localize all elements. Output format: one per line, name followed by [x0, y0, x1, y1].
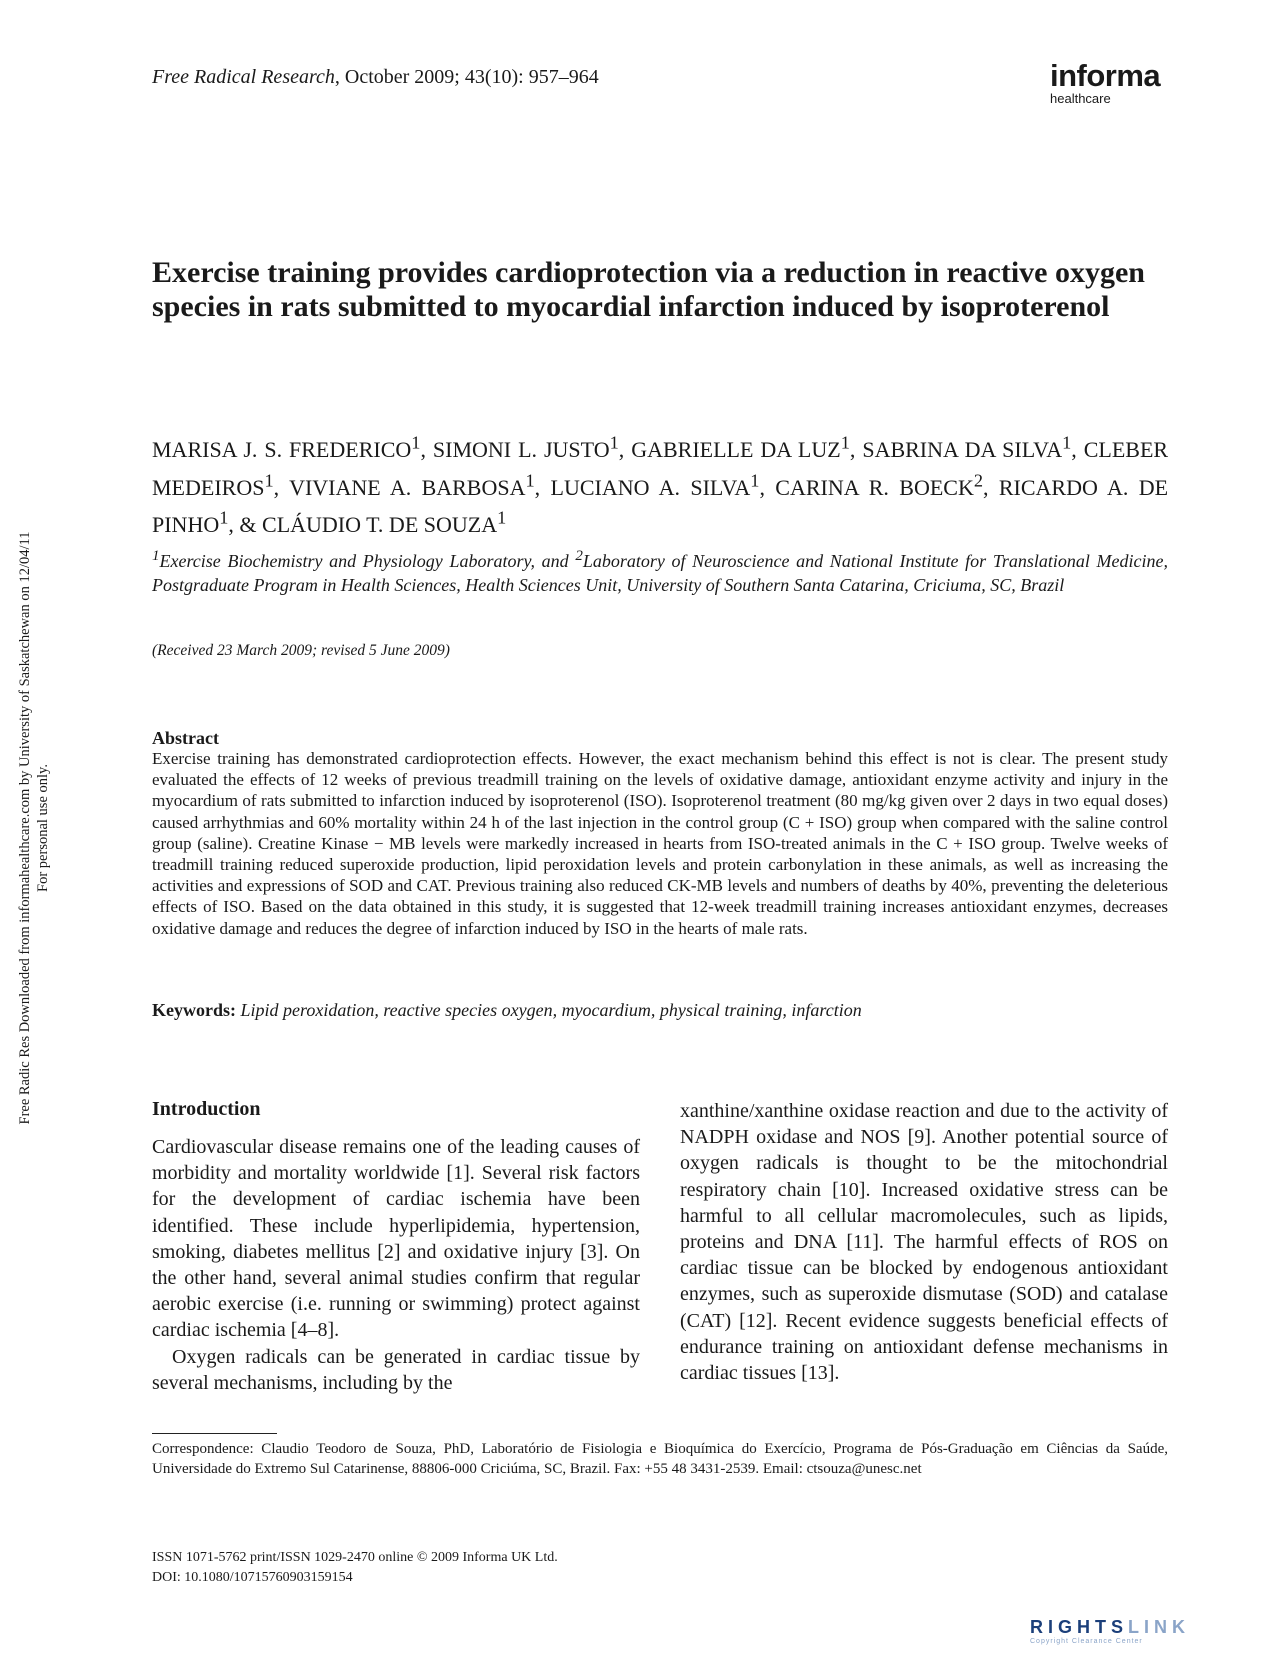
affiliations [152, 544, 1168, 597]
author-separator: , [849, 437, 863, 463]
author-name: CARINA R. BOECK [775, 474, 974, 500]
issn-line: ISSN 1071-5762 print/ISSN 1029-2470 online © 2009 Informa UK Ltd. [152, 1550, 558, 1565]
affil-part-2: Laboratory of Neuroscience and National Institute for Translational Medicine, Postgraduate Program in Health Sciences, Health Sciences Unit, University of Southern Santa Catarina, Criciuma, SC, Brazil [152, 551, 1168, 595]
journal-citation [152, 66, 599, 89]
author-affil-sup: 1 [609, 433, 619, 453]
logo-sub: healthcare [1050, 91, 1111, 106]
author-separator: , [1071, 437, 1084, 463]
intro-left-column [152, 1134, 640, 1396]
logo-word: informa [1050, 58, 1161, 93]
author [262, 507, 507, 537]
affil-part-1: Exercise Biochemistry and Physiology Laboratory, and [159, 551, 576, 571]
keywords-values: Lipid peroxidation, reactive species oxygen, myocardium, physical training, infarction [240, 1000, 862, 1020]
author [775, 470, 999, 500]
author-separator: , & [228, 511, 263, 537]
author-affil-sup: 1 [219, 507, 229, 528]
author-name: LUCIANO A. SILVA [550, 474, 751, 500]
abstract-heading: Abstract [152, 728, 219, 748]
rightslink-main: RIGHTS [1030, 1617, 1129, 1637]
author [152, 433, 433, 463]
author-affil-sup: 1 [525, 470, 535, 491]
author-affil-sup: 2 [973, 470, 983, 491]
author-separator: , [534, 474, 551, 500]
affil-sup-2: 2 [575, 548, 583, 564]
intro-paragraph-1: Cardiovascular disease remains one of the leading causes of morbidity and mortality worldwide [1]. Several risk factors for the development of cardiac ischemia have been identified. These include hyperlipidemia, hypertension, smoking, diabetes mellitus [2] and oxidative injury [3]. On the other hand, several animal studies confirm that regular aerobic exercise (i.e. running or swimming) protect against cardiac ischemia [4–8]. [152, 1136, 640, 1342]
journal-issue: , October 2009; 43(10): 957–964 [334, 66, 599, 88]
author-list [152, 428, 1168, 540]
journal-name: Free Radical Research [152, 66, 335, 88]
author [289, 470, 551, 500]
author-name: VIVIANE A. BARBOSA [289, 474, 526, 500]
correspondence: Correspondence: Claudio Teodoro de Souza, PhD, Laboratório de Fisiologia e Bioquímica do Exercício, Programa de Pós-Graduação em Ciências da Saúde, Universidade do Extremo Sul Catarinense, 88806-000 Criciúma, SC, Brazil. Fax: +55 48 3431-2539. Email: ctsouza@unesc.net [152, 1441, 1168, 1477]
abstract-text: Exercise training has demonstrated cardioprotection effects. However, the exact mechanism behind this effect is not is clear. The present study evaluated the effects of 12 weeks of previous treadmill training on the levels of oxidative damage, antioxidant enzyme activity and injury in the myocardium of rats submitted to infarction induced by isoproterenol (ISO). Isoproterenol treatment (80 mg/kg given over 2 days in two equal doses) caused arrhythmias and 60% mortality within 24 h of the last injection in the control group (C + ISO) group when compared with the saline control group (saline). Creatine Kinase − MB levels were markedly increased in hearts from ISO-treated animals in the C + ISO group. Twelve weeks of treadmill training reduced superoxide production, lipid peroxidation levels and protein carbonylation in these animals, as well as increasing the activities and expressions of SOD and CAT. Previous training also reduced CK-MB levels and numbers of deaths by 40%, preventing the deleterious effects of ISO. Based on the data obtained in this study, it is suggested that 12-week treadmill training increases antioxidant enzymes, decreases oxidative damage and reduces the degree of infarction induced by ISO in the hearts of male rats. [152, 749, 1168, 938]
author-name: SIMONI L. JUSTO [432, 437, 610, 463]
publisher-logo [1050, 60, 1160, 106]
author-name: MARISA J. S. FREDERICO [152, 437, 412, 463]
author-name: CLÁUDIO T. DE SOUZA [262, 511, 498, 537]
affil-sup-1: 1 [152, 548, 160, 564]
received-dates: (Received 23 March 2009; revised 5 June 2009) [152, 642, 450, 659]
author-name: CLEBER MEDEIROS [152, 437, 1169, 500]
download-notice-line2: For personal use only. [35, 764, 51, 892]
author-separator: , [759, 474, 776, 500]
author-affil-sup: 1 [1062, 433, 1072, 453]
author-separator: , [983, 474, 999, 500]
issn-doi [152, 1548, 558, 1588]
author-affil-sup: 1 [750, 470, 760, 491]
doi-line: DOI: 10.1080/10715760903159154 [152, 1570, 353, 1585]
author-affil-sup: 1 [840, 433, 850, 453]
author-name: GABRIELLE DA LUZ [631, 437, 841, 463]
intro-paragraph-3: xanthine/xanthine oxidase reaction and due to the activity of NADPH oxidase and NOS [9]. Another potential source of oxygen radicals is thought to be the mitochondrial respiratory chain [10]. Increased oxidative stress can be harmful to all cellular macromolecules, such as lipids, proteins and DNA [11]. The harmful effects of ROS on cardiac tissue can be blocked by endogenous antioxidant enzymes, such as superoxide dismutase (SOD) and catalase (CAT) [12]. Recent evidence suggests beneficial effects of endurance training on antioxidant defense mechanisms in cardiac tissues [13]. [680, 1100, 1168, 1385]
rightslink-tail: LINK [1128, 1617, 1191, 1637]
author [550, 470, 776, 500]
rightslink-sub: Copyright Clearance Center [1030, 1638, 1143, 1645]
article-title: Exercise training provides cardioprotection via a reduction in reactive oxygen species in rats submitted to myocardial infarction induced by isoproterenol [152, 256, 1145, 323]
author-affil-sup: 1 [497, 507, 507, 528]
intro-right-column [680, 1098, 1168, 1386]
author-separator: , [273, 474, 290, 500]
download-notice-line1: Free Radic Res Downloaded from informahealthcare.com by University of Saskatchewan on 12/04/11 [17, 531, 33, 1125]
download-notice [16, 118, 52, 1538]
introduction-heading: Introduction [152, 1098, 261, 1120]
author-separator: , [618, 437, 632, 463]
rightslink-logo[interactable] [1030, 1617, 1190, 1645]
author-name: RICARDO A. DE PINHO [152, 474, 1169, 537]
keywords-label: Keywords: [152, 1000, 236, 1020]
author-separator: , [420, 437, 433, 463]
footnote-divider [152, 1433, 277, 1434]
author [862, 433, 1084, 463]
author [631, 433, 863, 463]
author-affil-sup: 1 [264, 470, 274, 491]
keywords [152, 1000, 1168, 1021]
author [432, 433, 632, 463]
intro-paragraph-2: Oxygen radicals can be generated in cardiac tissue by several mechanisms, including by the [152, 1345, 640, 1394]
author-affil-sup: 1 [411, 433, 421, 453]
author-name: SABRINA DA SILVA [862, 437, 1063, 463]
